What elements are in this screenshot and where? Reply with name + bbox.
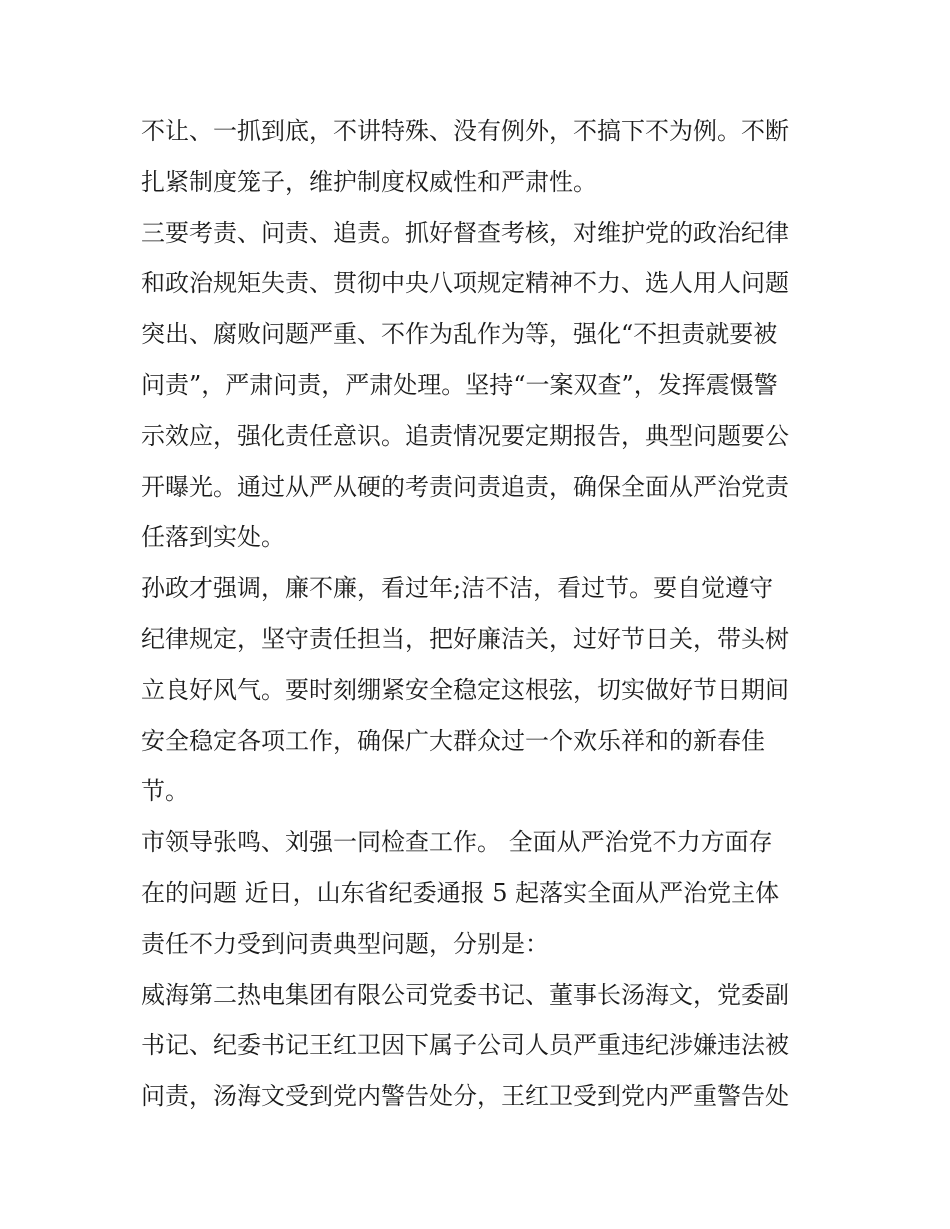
text-line: 开曝光。通过从严从硬的考责问责追责，确保全面从严治党责 <box>141 472 789 501</box>
text-line: 问责”，严肃问责，严肃处理。坚持“一案双查”，发挥震慑警 <box>141 370 778 399</box>
text-line: 书记、纪委书记王红卫因下属子公司人员严重违纪涉嫌违法被 <box>141 1031 789 1060</box>
text-line: 不让、一抓到底，不讲特殊、没有例外，不搞下不为例。不断 <box>141 117 789 145</box>
text-line: 市领导张鸣、刘强一同检查工作。 全面从严治党不力方面存 <box>141 828 773 857</box>
text-line: 任落到实处。 <box>141 523 285 552</box>
text-line: 示效应，强化责任意识。追责情况要定期报告，典型问题要公 <box>141 421 789 450</box>
text-line: 和政治规矩失责、贯彻中央八项规定精神不力、选人用人问题 <box>141 269 789 298</box>
text-line: 在的问题 近日，山东省纪委通报 5 起落实全面从严治党主体 <box>141 878 780 907</box>
text-line: 三要考责、问责、追责。抓好督查考核，对维护党的政治纪律 <box>141 218 789 247</box>
text-line: 安全稳定各项工作，确保广大群众过一个欢乐祥和的新春佳 <box>141 726 765 755</box>
text-line: 节。 <box>141 777 189 806</box>
text-line: 威海第二热电集团有限公司党委书记、董事长汤海文，党委副 <box>141 980 789 1009</box>
text-line: 纪律规定，坚守责任担当，把好廉洁关，过好节日关，带头树 <box>141 624 789 653</box>
text-line: 责任不力受到问责典型问题，分别是： <box>141 929 549 958</box>
text-line: 扎紧制度笼子，维护制度权威性和严肃性。 <box>141 167 597 196</box>
text-line: 突出、腐败问题严重、不作为乱作为等，强化“不担责就要被 <box>141 320 778 349</box>
document-body <box>141 106 821 1122</box>
text-line: 孙政才强调，廉不廉，看过年;洁不洁，看过节。要自觉遵守 <box>141 574 774 603</box>
text-line: 立良好风气。要时刻绷紧安全稳定这根弦，切实做好节日期间 <box>141 675 789 704</box>
text-line: 问责，汤海文受到党内警告处分，王红卫受到党内严重警告处 <box>141 1082 789 1111</box>
